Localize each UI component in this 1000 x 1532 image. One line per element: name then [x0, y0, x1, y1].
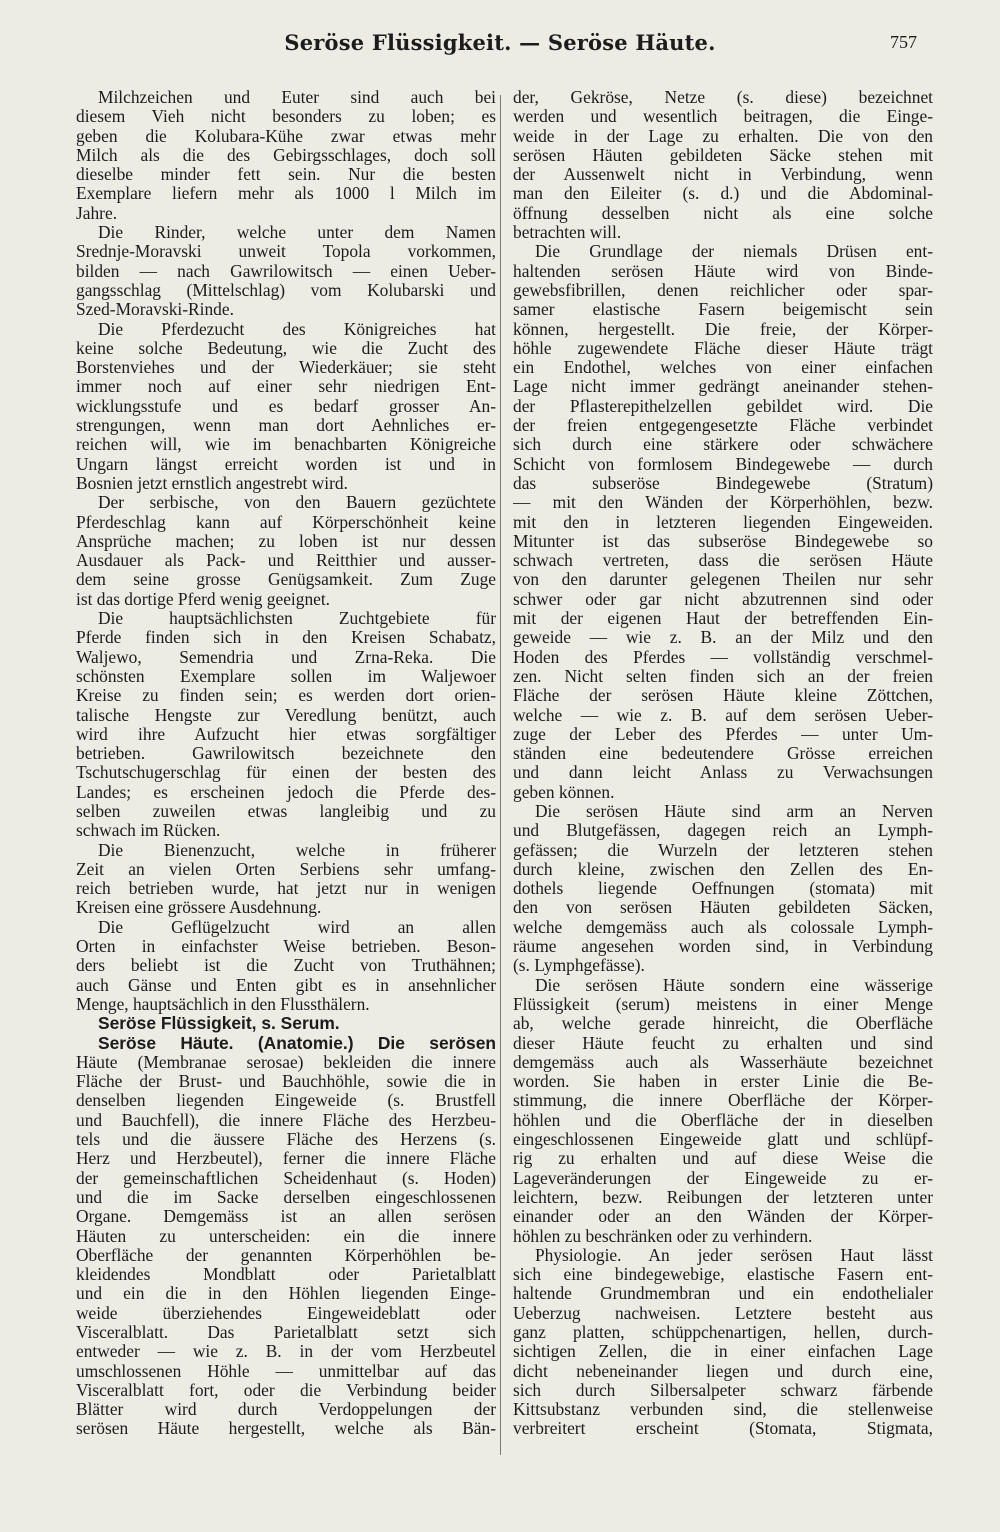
text-line: umschlossenen Höhle — unmittelbar auf das [76, 1361, 496, 1381]
text-line: Ansprüche machen; zu loben ist nur dessen [76, 531, 496, 551]
text-line: immer noch auf einer sehr niedrigen Ent- [76, 377, 496, 397]
column-divider [500, 95, 501, 1455]
text-line: ganz platten, schüppchenartigen, hellen, durch- [513, 1323, 933, 1342]
text-line: höhlen zu beschränken oder zu verhindern. [513, 1226, 813, 1246]
text-line: rig zu erhalten und auf diese Weise die [513, 1149, 933, 1169]
text-line: Visceralblatt fort, oder die Verbindung beider [76, 1380, 496, 1400]
text-line: — mit den Wänden der Körperhöhlen, bezw. [513, 493, 933, 513]
text-line: Ungarn längst erreicht worden ist und in [76, 454, 496, 474]
text-line: Die serösen Häute sind arm an Nerven [535, 801, 933, 821]
text-line: diesem Vieh nicht besonders zu loben; es [76, 107, 496, 127]
text-line: öffnung desselben nicht als eine solche [513, 203, 933, 223]
text-line: der gemeinschaftlichen Scheidenhaut (s. Hoden) [76, 1168, 496, 1188]
text-line: Die Pferdezucht des Königreiches hat [98, 319, 496, 339]
text-line: demgemäss auch als Wasserhäute bezeichnet [513, 1052, 933, 1072]
text-line: ders beliebt ist die Zucht von Truthähnen; [76, 956, 496, 976]
text-line: Szed-Moravski-Rinde. [76, 300, 234, 320]
text-line: Der serbische, von den Bauern gezüchtete [98, 493, 496, 513]
text-line: der freien entgegengesetzte Fläche verbindet [513, 416, 933, 436]
text-line: räume angesehen worden sind, in Verbindung [513, 937, 933, 957]
text-line: schwach vertreten, dass die serösen Häute [513, 551, 933, 571]
text-line: höhle zugewendete Fläche dieser Häute trägt [513, 338, 933, 358]
text-line: geben die Kolubara-Kühe zwar etwas mehr [76, 126, 496, 146]
text-line: leichtern, bezw. Reibungen der letzteren unter [513, 1187, 933, 1207]
text-line: betrachten will. [513, 223, 622, 243]
text-line: der Aussenwelt nicht in Verbindung, wenn [513, 165, 933, 185]
text-line: dicht nebeneinander liegen und durch eine, [513, 1361, 933, 1381]
text-line: sichtigen Zellen, die in einer einfachen Lage [513, 1342, 933, 1362]
text-line: Die Rinder, welche unter dem Namen [98, 223, 496, 243]
text-line: Die hauptsächlichsten Zuchtgebiete für [98, 609, 496, 629]
text-line: Schicht von formlosem Bindegewebe — durch [513, 454, 933, 474]
text-line: Milch als die des Gebirgsschlages, doch soll [76, 145, 496, 165]
text-line: reichen will, wie im benachbarten Königreiche [76, 435, 496, 455]
page-number: 757 [890, 32, 917, 52]
text-line: denselben liegenden Eingeweide (s. Brustfell [76, 1091, 496, 1111]
text-line: Oberfläche der genannten Körperhöhlen be- [76, 1245, 496, 1265]
text-line: eingeschlossenen Eingeweide glatt und schlüpf- [513, 1130, 933, 1150]
running-title: Seröse Flüssigkeit. — Seröse Häute. [284, 30, 716, 55]
text-line: (s. Lymphgefässe). [513, 956, 645, 976]
text-line: den von serösen Häuten gebildeten Säcken, [513, 898, 933, 918]
text-line: Tschutschugerschlag für einen der besten des [76, 763, 496, 783]
text-line: geweide — wie z. B. an der Milz und den [513, 628, 933, 648]
text-line: Mitunter ist das subseröse Bindegewebe so [513, 531, 933, 551]
text-line: zen. Nicht selten finden sich an der freien [513, 666, 933, 686]
text-line: Herz und Herzbeutel), ferner die innere Fläche [76, 1149, 496, 1169]
text-line: Menge, hauptsächlich in den Flussthälern. [76, 994, 370, 1014]
text-line: welche — wie z. B. auf dem serösen Ueber- [513, 705, 933, 725]
text-line: Borstenviehes und der Wiederkäuer; sie steht [76, 358, 496, 378]
text-line: mit den in letzteren liegenden Eingeweiden. [513, 512, 933, 532]
text-line: stimmung, die innere Oberfläche der Körper- [513, 1091, 933, 1111]
text-line: schwer oder gar nicht abzutrennen sind oder [513, 589, 933, 609]
text-line: und ein die in den Höhlen liegenden Einge- [76, 1284, 496, 1304]
text-line: weide überziehendes Eingeweideblatt oder [76, 1303, 496, 1323]
text-line: zuge der Leber des Pferdes — unter Um- [513, 724, 933, 744]
text-line: welche demgemäss auch als colossale Lymph- [513, 917, 933, 937]
text-line: verbreitert erscheint (Stomata, Stigmata, [513, 1419, 933, 1439]
text-line: Kreise zu finden sein; es werden dort orien- [76, 686, 496, 706]
text-line: und Blutgefässen, dagegen reich an Lymph- [513, 821, 933, 841]
text-line: ständen eine bedeutendere Grösse erreichen [513, 744, 933, 764]
text-line: samer elastische Fasern beigemischt sein [513, 300, 933, 320]
text-line: schönsten Exemplare sollen im Waljewoer [76, 666, 496, 686]
text-line: durch kleine, zwischen den Zellen des En- [513, 859, 933, 879]
text-line: kleidendes Mondblatt oder Parietalblatt [76, 1265, 496, 1285]
text-line: wird ihre Aufzucht hier etwas sorgfältiger [76, 724, 496, 744]
text-line: Blätter wird durch Verdoppelungen der [76, 1400, 496, 1420]
text-line: Pferde finden sich in den Kreisen Schabatz, [76, 628, 496, 648]
text-line: Flüssigkeit (serum) meistens in einer Menge [513, 994, 933, 1014]
text-line: talische Hengste zur Veredlung benützt, auch [76, 705, 496, 725]
text-line: gangsschlag (Mittelschlag) vom Kolubarski und [76, 280, 496, 300]
text-line: Kittsubstanz verbunden sind, die stellenweise [513, 1400, 933, 1420]
text-line: strengungen, wenn man dort Aehnliches er- [76, 416, 496, 436]
text-line: Die Geflügelzucht wird an allen [98, 917, 496, 937]
text-line: dieser Häute feucht zu erhalten und sind [513, 1033, 933, 1053]
text-line: Ueberzug nachweisen. Letztere besteht aus [513, 1303, 933, 1323]
text-line: mit der eigenen Haut der betreffenden Ein- [513, 609, 933, 629]
text-line: ab, welche gerade hinreicht, die Oberfläche [513, 1014, 933, 1034]
text-line: gefässen; die Wurzeln der letzteren stehen [513, 840, 933, 860]
text-line: dothels liegende Oeffnungen (stomata) mit [513, 879, 933, 899]
text-line: ist das dortige Pferd wenig geeignet. [76, 589, 331, 609]
text-line: wicklungsstufe und es bedarf grosser An- [76, 396, 496, 416]
text-line: Lageveränderungen der Eingeweide zu er- [513, 1168, 933, 1188]
text-line: Waljewo, Semendria und Zrna-Reka. Die [76, 647, 496, 667]
text-line: Fläche der Brust- und Bauchhöhle, sowie die in [76, 1072, 496, 1092]
text-line: serösen Häuten gebildeten Säcke stehen mit [513, 145, 933, 165]
text-line: reich betrieben wurde, hat jetzt nur in wenigen [76, 879, 496, 899]
text-line: serösen Häute hergestellt, welche als Bän- [76, 1419, 496, 1439]
text-line: weide in der Lage zu erhalten. Die von den [513, 126, 933, 146]
text-line: geben können. [513, 782, 615, 802]
text-line: Landes; es erscheinen jedoch die Pferde des- [76, 782, 496, 802]
text-line: Hoden des Pferdes — vollständig verschmel- [513, 647, 933, 667]
text-line: sich durch Silbersalpeter schwarz färbende [513, 1380, 933, 1400]
text-line: von den darunter gelegenen Theilen nur sehr [513, 570, 933, 590]
text-line: einander oder an den Wänden der Körper- [513, 1207, 933, 1227]
text-line: keine solche Bedeutung, wie die Zucht des [76, 338, 496, 358]
text-line: Ausdauer als Pack- und Reitthier und ausser- [76, 551, 496, 571]
text-line: Pferdeschlag kann auf Körperschönheit keine [76, 512, 496, 532]
text-line: selben zuweilen etwas langleibig und zu [76, 801, 496, 821]
text-line: Visceralblatt. Das Parietalblatt setzt sich [76, 1323, 496, 1342]
text-line: man den Eileiter (s. d.) und die Abdominal- [513, 184, 933, 204]
text-line: sich durch eine stärkere oder schwächere [513, 435, 933, 455]
text-line: Seröse Häute. (Anatomie.) Die serösen [98, 1033, 496, 1053]
text-line: schwach im Rücken. [76, 821, 221, 841]
text-line: Fläche der serösen Häute kleine Zöttchen, [513, 686, 933, 706]
text-line: betrieben. Gawrilowitsch bezeichnete den [76, 744, 496, 764]
text-line: und die im Sacke derselben eingeschlossenen [76, 1187, 496, 1207]
text-line: Zeit an vielen Orten Serbiens sehr umfang- [76, 859, 496, 879]
text-line: entweder — wie z. B. in der vom Herzbeutel [76, 1342, 496, 1362]
text-line: Seröse Flüssigkeit, s. Serum. [98, 1014, 340, 1034]
text-line: werden und wesentlich beitragen, die Einge- [513, 107, 933, 127]
text-line: tels und die äussere Fläche des Herzens (s. [76, 1130, 496, 1150]
text-line: Häuten zu unterscheiden: ein die innere [76, 1226, 496, 1246]
left-column [76, 88, 496, 1439]
text-line: und dann leicht Anlass zu Verwachsungen [513, 763, 933, 783]
text-line: Häute (Membranae serosae) bekleiden die innere [76, 1052, 496, 1072]
text-line: der Pflasterepithelzellen gebildet wird. Die [513, 396, 933, 416]
text-line: das subseröse Bindegewebe (Stratum) [513, 473, 933, 493]
text-line: können, hergestellt. Die freie, der Körper- [513, 319, 933, 339]
text-line: Kreisen eine grössere Ausdehnung. [76, 898, 322, 918]
text-line: haltenden serösen Häute wird von Binde- [513, 261, 933, 281]
text-line: Srednje-Moravski unweit Topola vorkommen, [76, 242, 496, 262]
text-line: Orten in einfachster Weise betrieben. Beson- [76, 937, 496, 957]
text-line: worden. Sie haben in erster Linie die Be- [513, 1072, 933, 1092]
text-line: gewebsfibrillen, denen reichlicher oder spar- [513, 280, 933, 300]
text-line: bilden — nach Gawrilowitsch — einen Ueber- [76, 261, 496, 281]
text-line: haltende Grundmembran und ein endothelialer [513, 1284, 933, 1304]
text-line: Physiologie. An jeder serösen Haut lässt [535, 1245, 933, 1265]
text-line: Die Bienenzucht, welche in früherer [98, 840, 496, 860]
text-line: dem seine grosse Genügsamkeit. Zum Zuge [76, 570, 496, 590]
text-line: dieselbe minder fett sein. Nur die besten [76, 165, 496, 185]
text-line: der, Gekröse, Netze (s. diese) bezeichnet [513, 88, 933, 107]
text-line: sich eine bindegewebige, elastische Fasern ent- [513, 1265, 933, 1285]
text-line: Jahre. [76, 203, 118, 223]
text-line: Lage nicht immer gedrängt aneinander stehen- [513, 377, 933, 397]
text-line: Milchzeichen und Euter sind auch bei [98, 88, 496, 107]
right-column [513, 88, 933, 1439]
text-line: und Bauchfell), die innere Fläche des Herzbeu- [76, 1110, 496, 1130]
text-line: Die Grundlage der niemals Drüsen ent- [535, 242, 933, 262]
text-line: Bosnien jetzt ernstlich angestrebt wird. [76, 473, 348, 493]
page-header [0, 30, 1000, 70]
text-line: Die serösen Häute sondern eine wässerige [535, 975, 933, 995]
text-line: Organe. Demgemäss ist an allen serösen [76, 1207, 496, 1227]
text-line: Exemplare liefern mehr als 1000 l Milch im [76, 184, 496, 204]
text-line: ein Endothel, welches von einer einfachen [513, 358, 933, 378]
text-line: auch Gänse und Enten gibt es in ansehnlicher [76, 975, 496, 995]
text-line: höhlen und die Oberfläche der in dieselben [513, 1110, 933, 1130]
